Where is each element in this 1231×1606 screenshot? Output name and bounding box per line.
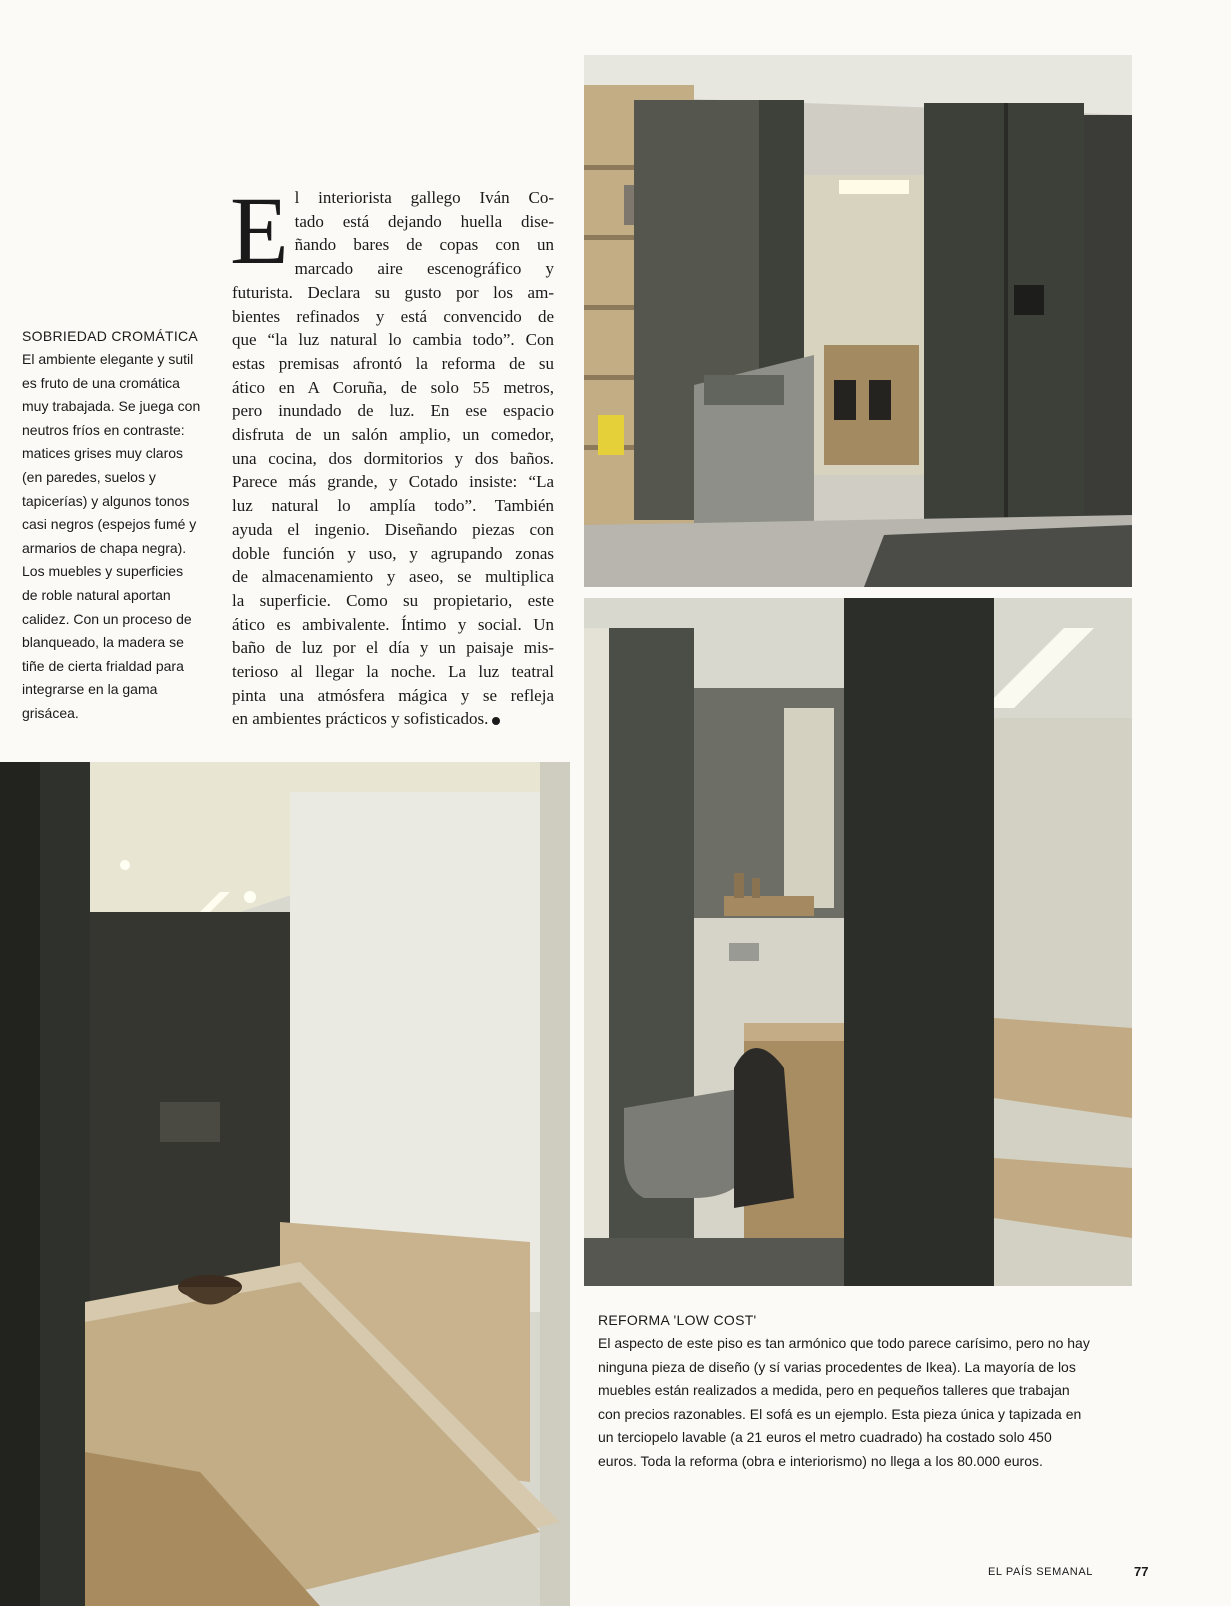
sidebar-caption-line: blanqueado, la madera se bbox=[22, 634, 184, 651]
article-line: Parece más grande, y Cotado insiste: “La bbox=[232, 472, 554, 492]
photo-caption-body bbox=[598, 1332, 1138, 1474]
article-line: ático es ambivalente. Íntimo y social. Un bbox=[232, 614, 554, 634]
article-line: la superficie. Como su propietario, este bbox=[232, 590, 554, 610]
sidebar-caption-line: neutros fríos en contraste: bbox=[22, 421, 185, 438]
magazine-name: EL PAÍS SEMANAL bbox=[988, 1566, 1093, 1578]
article-line: que “la luz natural lo cambia todo”. Con bbox=[232, 330, 554, 350]
sidebar-caption-line: calidez. Con un proceso de bbox=[22, 610, 192, 627]
article-line: pero inundado de luz. En ese espacio bbox=[232, 401, 554, 421]
sidebar-caption-line: de roble natural aportan bbox=[22, 586, 171, 603]
photo-kitchen bbox=[0, 762, 570, 1606]
article-line: ñando bares de copas con un bbox=[294, 235, 554, 255]
article-line: l interiorista gallego Iván Co- bbox=[294, 188, 554, 207]
photo-bathroom bbox=[584, 598, 1132, 1286]
bedroom-illustration bbox=[584, 55, 1132, 587]
sidebar-caption-line: El ambiente elegante y sutil bbox=[22, 351, 194, 367]
article-line: una cocina, dos dormitorios y dos baños. bbox=[232, 448, 554, 468]
page-number: 77 bbox=[1134, 1564, 1149, 1579]
photo-caption-line: ninguna pieza de diseño (y sí varias procedentes de Ikea). La mayoría de los bbox=[598, 1358, 1076, 1375]
sidebar-caption-title: SOBRIEDAD CROMÁTICA bbox=[22, 328, 199, 344]
kitchen-illustration bbox=[0, 762, 570, 1606]
photo-caption bbox=[598, 1312, 1138, 1474]
article-line: terioso al llegar la noche. La luz teatral bbox=[232, 662, 554, 682]
article-line: ayuda el ingenio. Diseñando piezas con bbox=[232, 519, 554, 539]
sidebar-caption-line: grisácea. bbox=[22, 704, 79, 721]
sidebar-caption-line: muy trabajada. Se juega con bbox=[22, 398, 201, 415]
sidebar-caption-line: armarios de chapa negra). bbox=[22, 539, 187, 556]
article-line: baño de luz por el día y un paisaje mis- bbox=[232, 638, 554, 658]
article-body bbox=[230, 177, 554, 731]
article-line: futurista. Declara su gusto por los am- bbox=[232, 282, 554, 302]
article-lines bbox=[232, 281, 554, 731]
sidebar-caption bbox=[22, 328, 222, 726]
sidebar-caption-line: (en paredes, suelos y bbox=[22, 468, 156, 485]
article-line: bientes refinados y está convencido de bbox=[232, 306, 554, 326]
article-line: ático en A Coruña, de solo 55 metros, bbox=[232, 377, 554, 397]
article-line: de almacenamiento y aseo, se multiplica bbox=[232, 567, 554, 587]
sidebar-caption-line: casi negros (espejos fumé y bbox=[22, 516, 197, 533]
article-line: marcado aire escenográfico y bbox=[294, 259, 554, 279]
article-text bbox=[230, 177, 554, 731]
photo-caption-line: euros. Toda la reforma (obra e interiorismo) no llega a los 80.000 euros. bbox=[598, 1452, 1043, 1469]
sidebar-caption-line: integrarse en la gama bbox=[22, 681, 158, 698]
photo-caption-title: REFORMA 'LOW COST' bbox=[598, 1312, 757, 1328]
sidebar-caption-line: es fruto de una cromática bbox=[22, 374, 180, 391]
sidebar-caption-line: tapicerías) y algunos tonos bbox=[22, 492, 190, 509]
article-line: doble función y uso, y agrupando zonas bbox=[232, 543, 554, 563]
sidebar-caption-line: matices grises muy claros bbox=[22, 445, 184, 462]
bathroom-illustration bbox=[584, 598, 1132, 1286]
photo-caption-line: con precios razonables. El sofá es un ejemplo. Esta pieza única y tapizada en bbox=[598, 1405, 1082, 1422]
article-line: estas premisas afrontó la reforma de su bbox=[232, 353, 554, 373]
sidebar-caption-line: Los muebles y superficies bbox=[22, 563, 184, 580]
article-line: tado está dejando huella dise- bbox=[294, 211, 554, 231]
article-line: en ambientes prácticos y sofisticados. bbox=[232, 707, 554, 731]
article-line: luz natural lo amplía todo”. También bbox=[232, 496, 554, 516]
photo-caption-line: un terciopelo lavable (a 21 euros el metro cuadrado) ha costado solo 450 bbox=[598, 1429, 1052, 1446]
sidebar-caption-line: tiñe de cierta frialdad para bbox=[22, 657, 184, 674]
end-bullet bbox=[492, 717, 500, 725]
photo-bedroom bbox=[584, 55, 1132, 587]
sidebar-caption-body bbox=[22, 348, 222, 726]
article-line: pinta una atmósfera mágica y se refleja bbox=[232, 685, 554, 705]
photo-caption-line: muebles están realizados a medida, pero en pequeños talleres que trabajan bbox=[598, 1382, 1070, 1399]
drop-cap: E bbox=[230, 177, 289, 284]
photo-caption-line: El aspecto de este piso es tan armónico que todo parece carísimo, pero no hay bbox=[598, 1335, 1090, 1351]
article-line: disfruta de un salón amplio, un comedor, bbox=[232, 425, 554, 445]
